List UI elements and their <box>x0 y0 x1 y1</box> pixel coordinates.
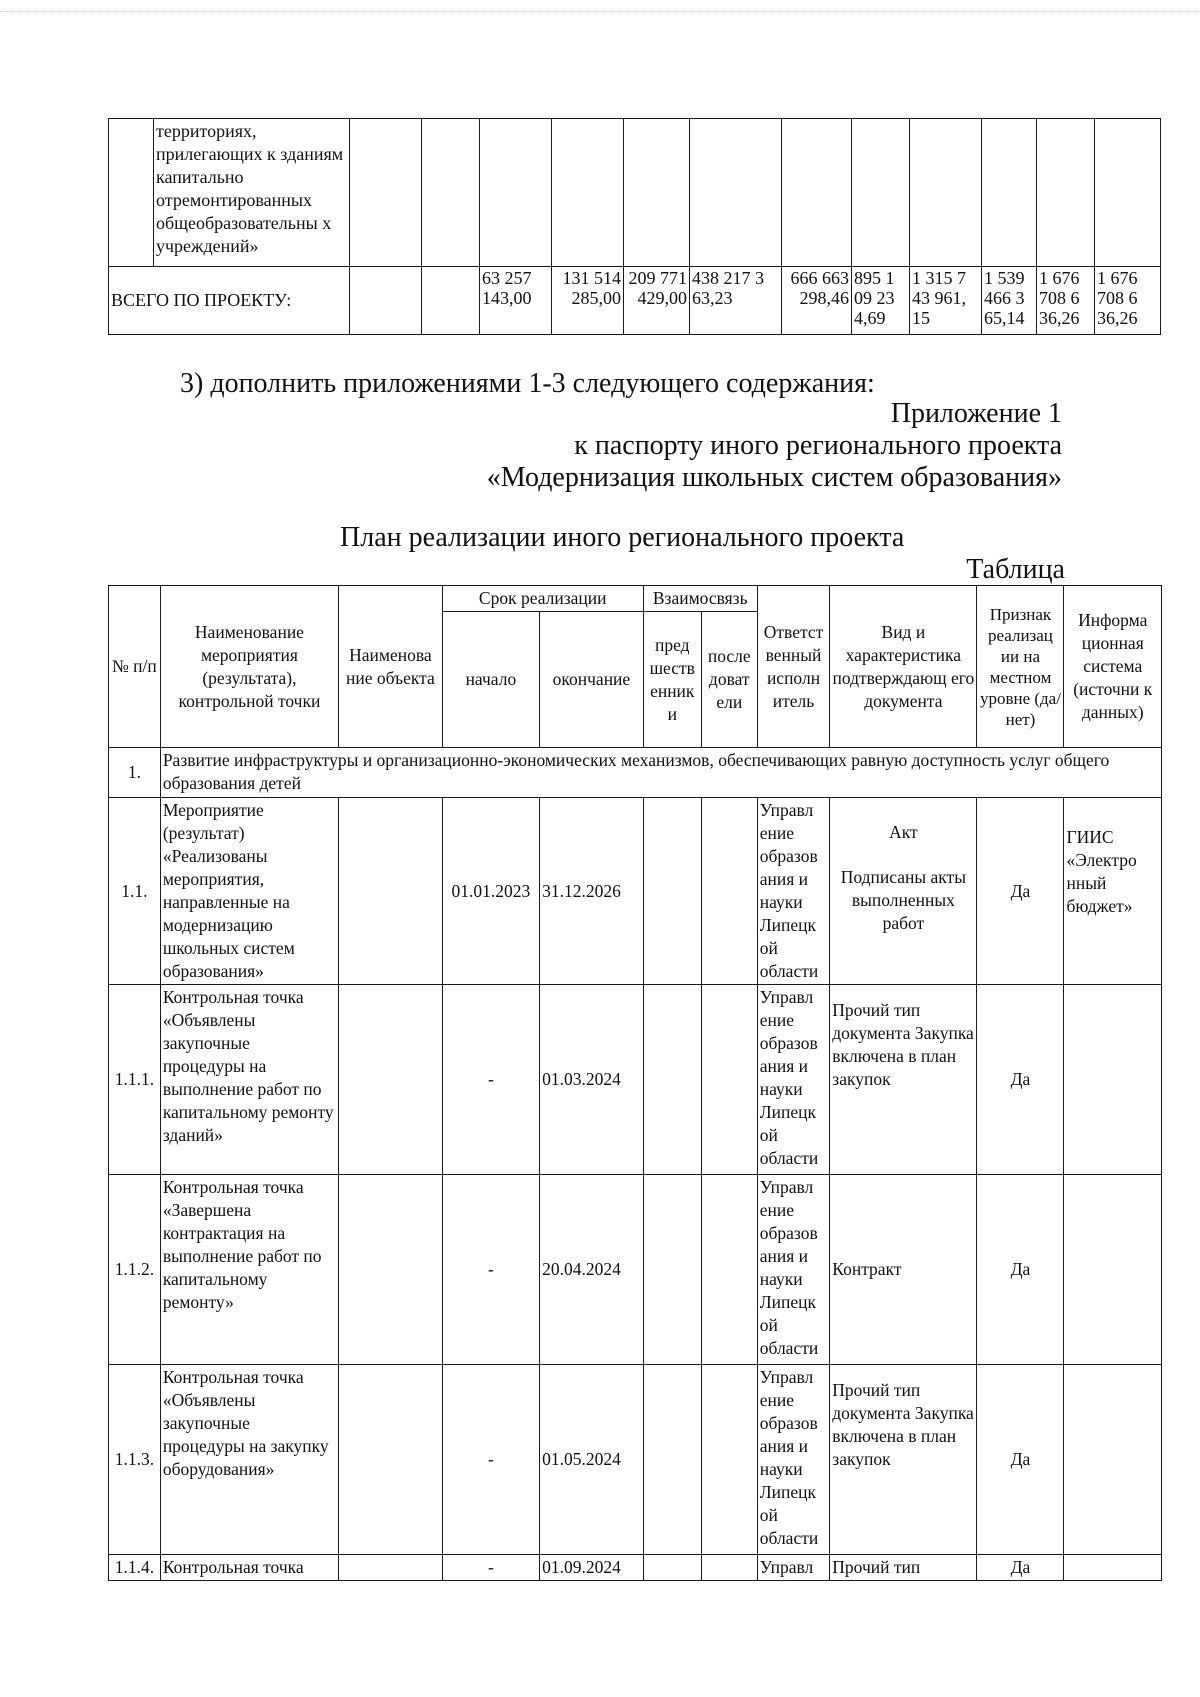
total-value: 1 315 7 43 961, 15 <box>910 267 982 335</box>
row-start: - <box>442 985 539 1175</box>
row-num: 1.1.2. <box>109 1175 161 1365</box>
row-num: 1.1.1. <box>109 985 161 1175</box>
row-name: Контрольная точка «Объявлены закупочные процедуры на закупку оборудования» <box>160 1365 338 1555</box>
row-name: Контрольная точка «Завершена контрактация на выполнение работ по капитальному ремонту» <box>160 1175 338 1365</box>
total-value: 131 514 285,00 <box>552 267 624 335</box>
plan-table <box>108 585 1162 1581</box>
row-num: 1.1.4. <box>109 1555 161 1581</box>
col-header-num: № п/п <box>109 586 161 748</box>
row-resp: Управл ение образов ания и науки Липецк ой области <box>757 985 830 1175</box>
row-end: 20.04.2024 <box>540 1175 644 1365</box>
page-top-border <box>0 11 1200 12</box>
row-start: 01.01.2023 <box>442 798 539 985</box>
col-header-post: после доват ели <box>701 612 757 748</box>
total-value: 63 257 143,00 <box>480 267 552 335</box>
col-header-sign: Признак реализац ии на местном уровне (да/нет) <box>977 586 1064 748</box>
table-row <box>109 1175 1162 1365</box>
row-info <box>1064 985 1162 1175</box>
row-name: Контрольная точка «Объявлены закупочные процедуры на выполнение работ по капитальному ремонту зданий» <box>160 985 338 1175</box>
row-name: Мероприятие (результат) «Реализованы мероприятия, направленные на модернизацию школьных систем образования» <box>160 798 338 985</box>
row-end: 01.05.2024 <box>540 1365 644 1555</box>
intro-text: 3) дополнить приложениями 1-3 следующего содержания: <box>180 368 875 399</box>
total-value: 1 539 466 3 65,14 <box>982 267 1037 335</box>
row-doc-cell <box>830 798 977 985</box>
row-start: - <box>442 1175 539 1365</box>
total-value: 438 217 3 63,23 <box>690 267 782 335</box>
row-info <box>1064 1365 1162 1555</box>
table-row <box>109 798 1162 985</box>
header-row-1 <box>109 586 1162 612</box>
row-info <box>1064 1175 1162 1365</box>
summary-row-name: территориях, прилегающих к зданиям капитально отремонтированных общеобразовательны х учреждений» <box>154 119 350 267</box>
col-header-doc: Вид и характеристика подтверждающ его документа <box>830 586 977 748</box>
row-sign: Да <box>977 798 1064 985</box>
row-end: 01.03.2024 <box>540 985 644 1175</box>
row-num: 1.1.3. <box>109 1365 161 1555</box>
row-sign: Да <box>977 1365 1064 1555</box>
col-header-link: Взаимосвязь <box>643 586 757 612</box>
row-doc: Прочий тип <box>830 1555 977 1581</box>
total-value: 666 663 298,46 <box>782 267 852 335</box>
table-row <box>109 1555 1162 1581</box>
row-resp: Управл <box>757 1555 830 1581</box>
summary-total-row <box>109 267 1161 335</box>
row-sign: Да <box>977 985 1064 1175</box>
table-row <box>109 1365 1162 1555</box>
table-row <box>109 985 1162 1175</box>
appendix-line-1: Приложение 1 <box>890 398 1062 429</box>
row-end: 31.12.2026 <box>540 798 644 985</box>
row-resp: Управл ение образов ания и науки Липецк ой области <box>757 1175 830 1365</box>
row-doc: Подписаны акты выполненных работ <box>840 867 966 933</box>
total-value: 1 676 708 6 36,26 <box>1095 267 1161 335</box>
total-value: 1 676 708 6 36,26 <box>1037 267 1095 335</box>
row-info: ГИИС «Электро нный бюджет» <box>1064 798 1162 985</box>
summary-row <box>109 119 1161 267</box>
section-row <box>109 748 1162 798</box>
table-caption: Таблица <box>966 554 1065 585</box>
section-text: Развитие инфраструктуры и организационно-экономических механизмов, обеспечивающих равную доступность услуг общего образования детей <box>160 748 1161 798</box>
col-header-info: Информа ционная система (источни к данных) <box>1064 586 1162 748</box>
row-sign: Да <box>977 1555 1064 1581</box>
appendix-line-2: к паспорту иного регионального проекта <box>574 430 1062 461</box>
col-header-start: начало <box>442 612 539 748</box>
row-start: - <box>442 1365 539 1555</box>
total-value: 895 1 09 23 4,69 <box>852 267 910 335</box>
row-sign: Да <box>977 1175 1064 1365</box>
col-header-end: окончание <box>540 612 644 748</box>
col-header-term: Срок реализации <box>442 586 643 612</box>
col-header-pred: пред шеств енник и <box>643 612 701 748</box>
row-doc: Прочий тип документа Закупка включена в план закупок <box>830 1365 977 1555</box>
col-header-object: Наименова ние объекта <box>339 586 443 748</box>
plan-title: План реализации иного регионального проекта <box>340 522 905 553</box>
row-info <box>1064 1555 1162 1581</box>
col-header-resp: Ответст венный исполн итель <box>757 586 830 748</box>
row-doc: Прочий тип документа Закупка включена в план закупок <box>830 985 977 1175</box>
row-doc: Контракт <box>830 1175 977 1365</box>
row-start: - <box>442 1555 539 1581</box>
total-value: 209 771 429,00 <box>624 267 690 335</box>
row-doc-title: Акт <box>889 822 918 842</box>
section-num: 1. <box>109 748 161 798</box>
row-name: Контрольная точка <box>160 1555 338 1581</box>
row-num: 1.1. <box>109 798 161 985</box>
row-end: 01.09.2024 <box>540 1555 644 1581</box>
row-resp: Управл ение образов ания и науки Липецк ой области <box>757 1365 830 1555</box>
total-label: ВСЕГО ПО ПРОЕКТУ: <box>109 267 350 335</box>
row-resp: Управл ение образов ания и науки Липецк ой области <box>757 798 830 985</box>
summary-table <box>108 118 1161 335</box>
appendix-line-3: «Модернизация школьных систем образования» <box>486 462 1062 493</box>
col-header-name: Наименование мероприятия (результата), контрольной точки <box>160 586 338 748</box>
